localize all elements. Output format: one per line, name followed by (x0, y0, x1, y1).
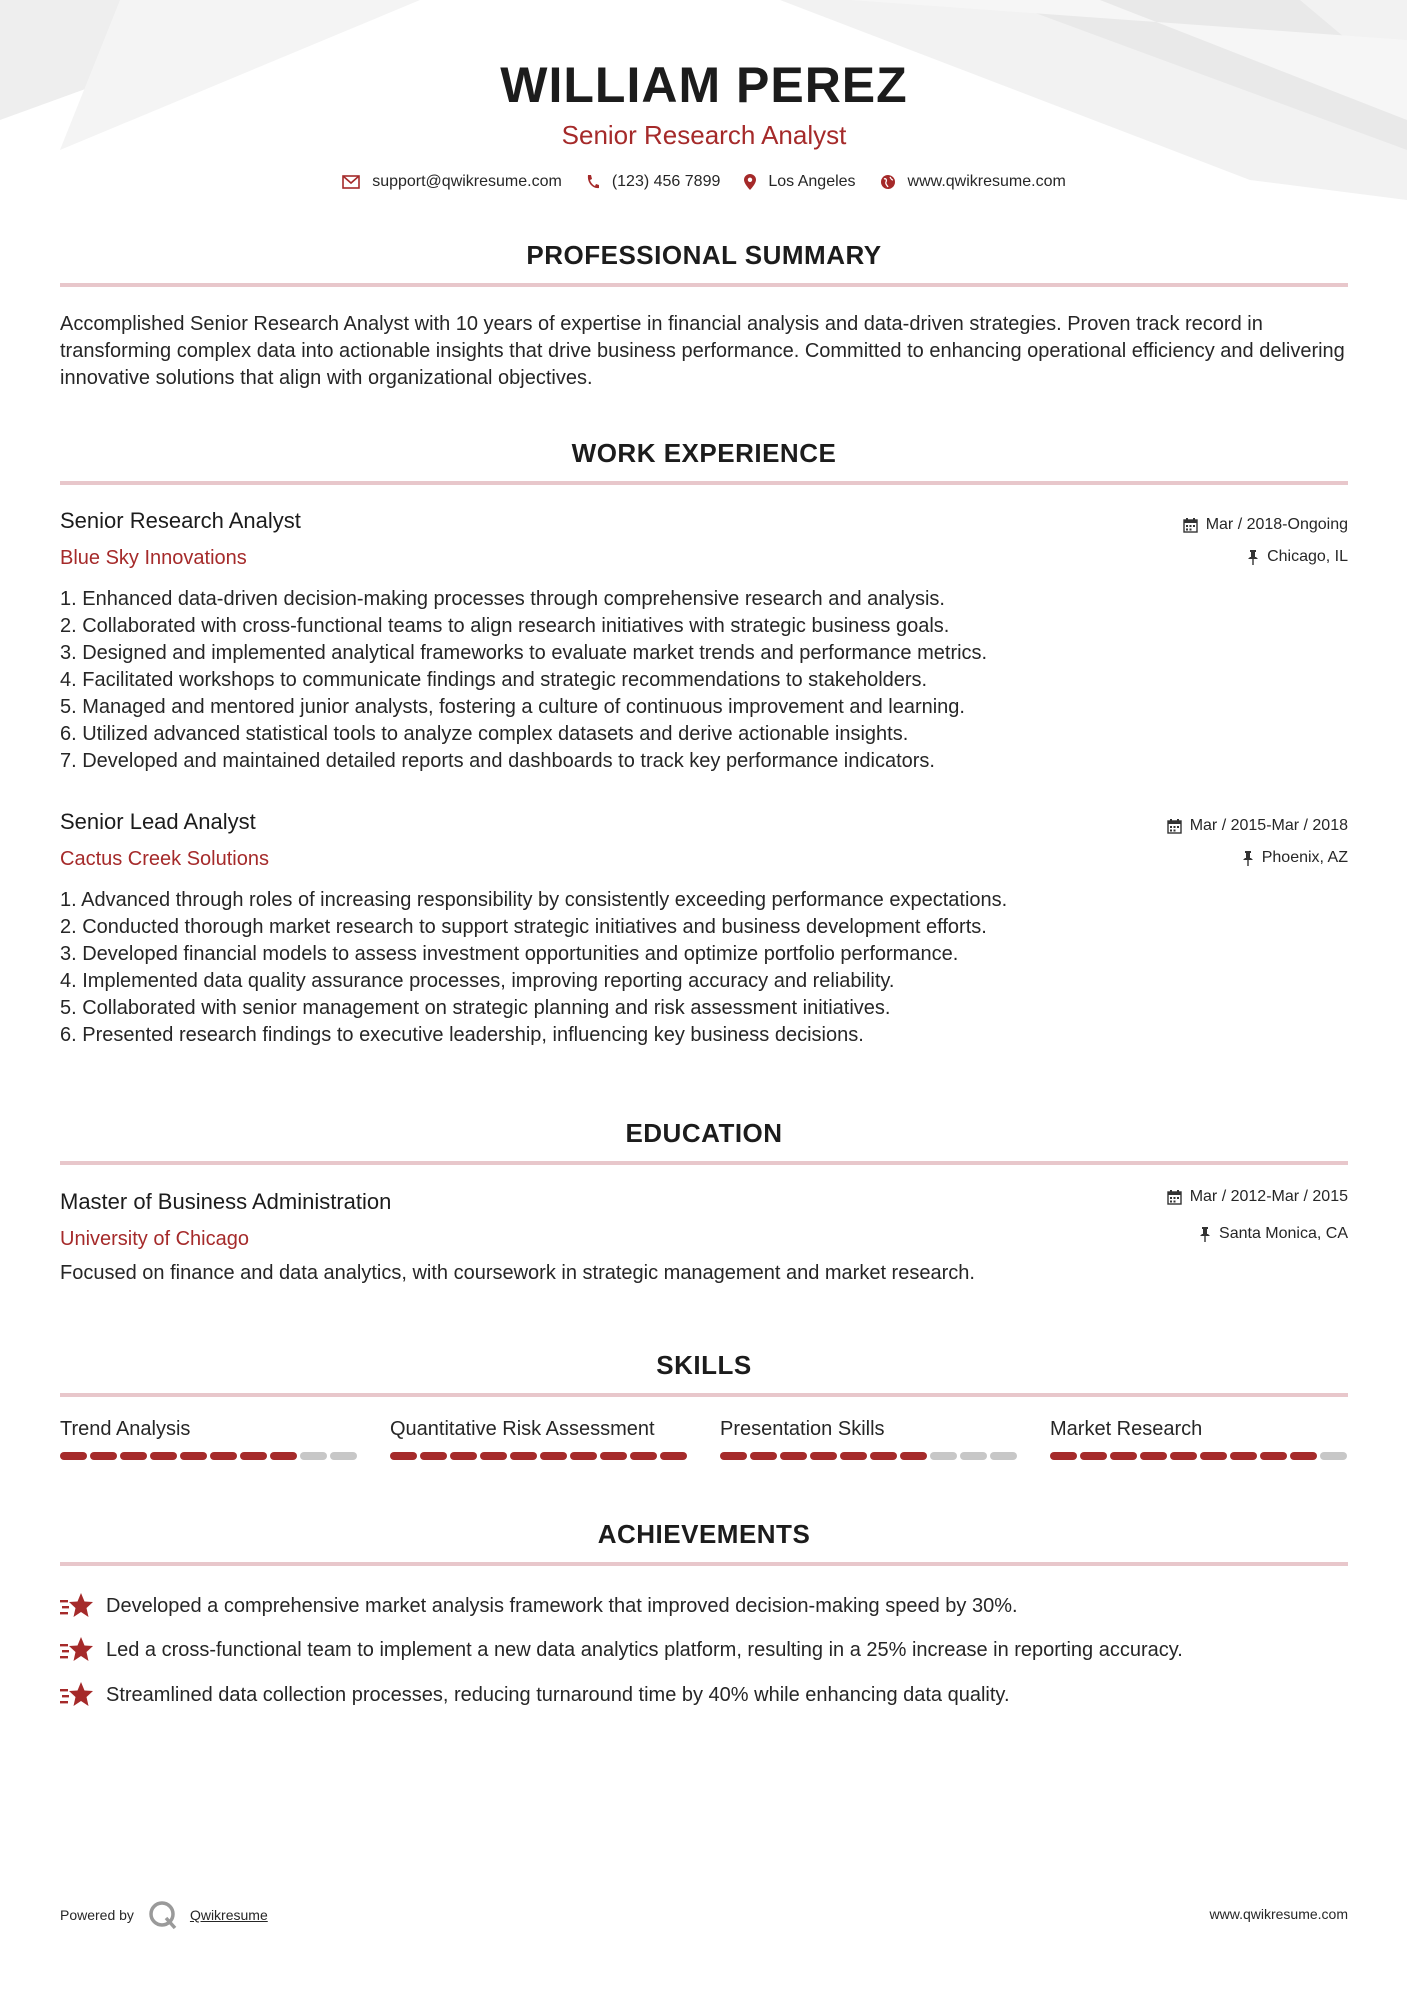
skill-name: Presentation Skills (720, 1418, 885, 1440)
skill-segment-empty (960, 1452, 987, 1460)
job-dates-text: Mar / 2015-Mar / 2018 (1189, 817, 1348, 834)
education-dates (1167, 1188, 1348, 1206)
skill-segment-filled (540, 1452, 567, 1460)
footer-powered-by (60, 1900, 268, 1930)
skill-segment-filled (810, 1452, 837, 1460)
achievement-text: Developed a comprehensive market analysis framework that improved decision-making speed by 30%. (106, 1594, 1018, 1617)
education-description: Focused on finance and data analytics, with coursework in strategic management and market research. (60, 1262, 975, 1284)
achievement-item (60, 1681, 1010, 1709)
education-location-text: Santa Monica, CA (1219, 1225, 1348, 1242)
skill-segment-filled (150, 1452, 177, 1460)
skill-segment-filled (870, 1452, 897, 1460)
list-item: 6. Presented research findings to executive leadership, influencing key business decisions. (60, 1024, 864, 1046)
school-name: University of Chicago (60, 1228, 249, 1250)
skill-segment-filled (630, 1452, 657, 1460)
achievement-item (60, 1636, 1183, 1664)
candidate-title: Senior Research Analyst (561, 120, 847, 150)
achievements-divider (60, 1562, 1348, 1566)
skill-segment-filled (1080, 1452, 1107, 1460)
skill-segment-filled (240, 1452, 267, 1460)
job-dates (1183, 516, 1348, 534)
job-dates (1167, 817, 1348, 835)
skill-segment-filled (840, 1452, 867, 1460)
education-dates-text: Mar / 2012-Mar / 2015 (1189, 1188, 1348, 1205)
job-location-text: Phoenix, AZ (1261, 849, 1348, 866)
list-item: 4. Facilitated workshops to communicate findings and strategic recommendations to stakeholders. (60, 669, 928, 691)
skill-segment-filled (1260, 1452, 1287, 1460)
list-item: 1. Enhanced data-driven decision-making processes through comprehensive research and analysis. (60, 588, 945, 610)
header-background-decoration (0, 0, 1407, 230)
skill-name: Trend Analysis (60, 1418, 191, 1440)
skill-segment-filled (180, 1452, 207, 1460)
skills-heading: SKILLS (656, 1350, 752, 1380)
skill-segment-empty (330, 1452, 357, 1460)
skill-segment-filled (1170, 1452, 1197, 1460)
skill-level-bar (720, 1452, 1020, 1460)
calendar-icon (1167, 819, 1182, 834)
skill-segment-filled (90, 1452, 117, 1460)
skill-segment-filled (120, 1452, 147, 1460)
location-text: Los Angeles (768, 173, 856, 190)
candidate-name: WILLIAM PEREZ (500, 57, 908, 113)
skill-level-bar (390, 1452, 690, 1460)
job-location (1247, 548, 1348, 566)
skill-segment-filled (600, 1452, 627, 1460)
list-item: 3. Designed and implemented analytical frameworks to evaluate market trends and performance metrics. (60, 642, 988, 664)
education-divider (60, 1161, 1348, 1165)
contact-email[interactable] (342, 173, 562, 191)
skill-item (720, 1418, 1020, 1460)
summary-text: Accomplished Senior Research Analyst with 10 years of expertise in financial analysis and data-driven strategies. Proven track record in transforming complex data into actionable insights that drive business performance. Committed to enhancing operational efficiency and delivering innovative solutions that align with organizational objectives. (60, 313, 1345, 389)
skill-segment-filled (720, 1452, 747, 1460)
company-name: Blue Sky Innovations (60, 547, 247, 569)
map-pin-icon (744, 174, 756, 190)
skill-item (1050, 1418, 1350, 1460)
achievement-item (60, 1592, 1018, 1620)
list-item: 2. Collaborated with cross-functional teams to align research initiatives with strategic business goals. (60, 615, 950, 637)
list-item: 7. Developed and maintained detailed reports and dashboards to track key performance indicators. (60, 750, 935, 772)
experience-divider (60, 481, 1348, 485)
education-location (1199, 1225, 1348, 1243)
job-title: Senior Lead Analyst (60, 809, 256, 834)
skill-level-bar (1050, 1452, 1350, 1460)
list-item: 5. Managed and mentored junior analysts, fostering a culture of continuous improvement and learning. (60, 696, 965, 718)
pushpin-icon (1199, 1227, 1211, 1242)
skill-segment-filled (510, 1452, 537, 1460)
job-duties-list (60, 887, 1348, 1049)
job-title: Senior Research Analyst (60, 508, 301, 533)
skill-segment-empty (990, 1452, 1017, 1460)
contact-bar (60, 173, 1348, 191)
phone-text: (123) 456 7899 (611, 173, 721, 190)
summary-divider (60, 283, 1348, 287)
skill-segment-filled (900, 1452, 927, 1460)
list-item: 1. Advanced through roles of increasing responsibility by consistently exceeding performance expectations. (60, 889, 1008, 911)
skill-segment-filled (780, 1452, 807, 1460)
skill-segment-filled (450, 1452, 477, 1460)
powered-by-label: Powered by (60, 1907, 134, 1923)
skill-segment-filled (1290, 1452, 1317, 1460)
job-location (1242, 849, 1348, 867)
skill-segment-filled (660, 1452, 687, 1460)
skill-segment-empty (1320, 1452, 1347, 1460)
skill-segment-filled (750, 1452, 777, 1460)
skill-item (390, 1418, 690, 1460)
job-dates-text: Mar / 2018-Ongoing (1205, 516, 1348, 533)
skills-divider (60, 1393, 1348, 1397)
qwikresume-link[interactable]: Qwikresume (189, 1907, 268, 1923)
skill-segment-filled (420, 1452, 447, 1460)
achievement-text: Led a cross-functional team to implement a new data analytics platform, resulting in a 25% increase in reporting accuracy. (106, 1638, 1183, 1661)
contact-website[interactable] (880, 173, 1066, 191)
calendar-icon (1183, 518, 1198, 533)
degree-title: Master of Business Administration (60, 1189, 392, 1214)
list-item: 5. Collaborated with senior management on strategic planning and risk assessment initiatives. (60, 997, 891, 1019)
pushpin-icon (1247, 550, 1259, 565)
skill-level-bar (60, 1452, 360, 1460)
list-item: 6. Utilized advanced statistical tools to analyze complex datasets and derive actionable insights. (60, 723, 909, 745)
skill-segment-filled (1140, 1452, 1167, 1460)
skill-segment-filled (1230, 1452, 1257, 1460)
achievement-text: Streamlined data collection processes, reducing turnaround time by 40% while enhancing data quality. (106, 1683, 1010, 1706)
skill-segment-filled (1110, 1452, 1137, 1460)
skill-segment-empty (930, 1452, 957, 1460)
skill-segment-filled (60, 1452, 87, 1460)
email-text: support@qwikresume.com (372, 173, 562, 190)
company-name: Cactus Creek Solutions (60, 848, 269, 870)
skill-name: Market Research (1050, 1418, 1203, 1440)
calendar-icon (1167, 1190, 1182, 1205)
skill-segment-filled (1050, 1452, 1077, 1460)
skill-segment-filled (1200, 1452, 1227, 1460)
job-duties-list (60, 586, 1348, 775)
star-icon (60, 1592, 94, 1620)
star-icon (60, 1681, 94, 1709)
contact-location (744, 173, 855, 191)
pushpin-icon (1242, 851, 1254, 866)
star-icon (60, 1636, 94, 1664)
skill-segment-filled (270, 1452, 297, 1460)
skill-name: Quantitative Risk Assessment (390, 1418, 655, 1440)
skill-segment-filled (390, 1452, 417, 1460)
experience-heading: WORK EXPERIENCE (571, 438, 837, 468)
list-item: 3. Developed financial models to assess investment opportunities and optimize portfolio performance. (60, 943, 959, 965)
globe-icon (880, 174, 896, 190)
achievements-heading: ACHIEVEMENTS (597, 1519, 811, 1549)
education-heading: EDUCATION (625, 1118, 783, 1148)
summary-heading: PROFESSIONAL SUMMARY (526, 240, 882, 270)
qwikresume-logo-icon (148, 1900, 178, 1930)
envelope-icon (342, 175, 360, 189)
list-item: 4. Implemented data quality assurance processes, improving reporting accuracy and reliability. (60, 970, 895, 992)
website-text: www.qwikresume.com (907, 173, 1066, 190)
contact-phone[interactable] (586, 173, 721, 191)
phone-icon (586, 174, 600, 190)
list-item: 2. Conducted thorough market research to support strategic initiatives and business development efforts. (60, 916, 987, 938)
skill-item (60, 1418, 360, 1460)
footer-website[interactable]: www.qwikresume.com (1209, 1906, 1348, 1922)
skill-segment-filled (210, 1452, 237, 1460)
skill-segment-empty (300, 1452, 327, 1460)
skill-segment-filled (480, 1452, 507, 1460)
skill-segment-filled (570, 1452, 597, 1460)
job-location-text: Chicago, IL (1267, 548, 1348, 565)
